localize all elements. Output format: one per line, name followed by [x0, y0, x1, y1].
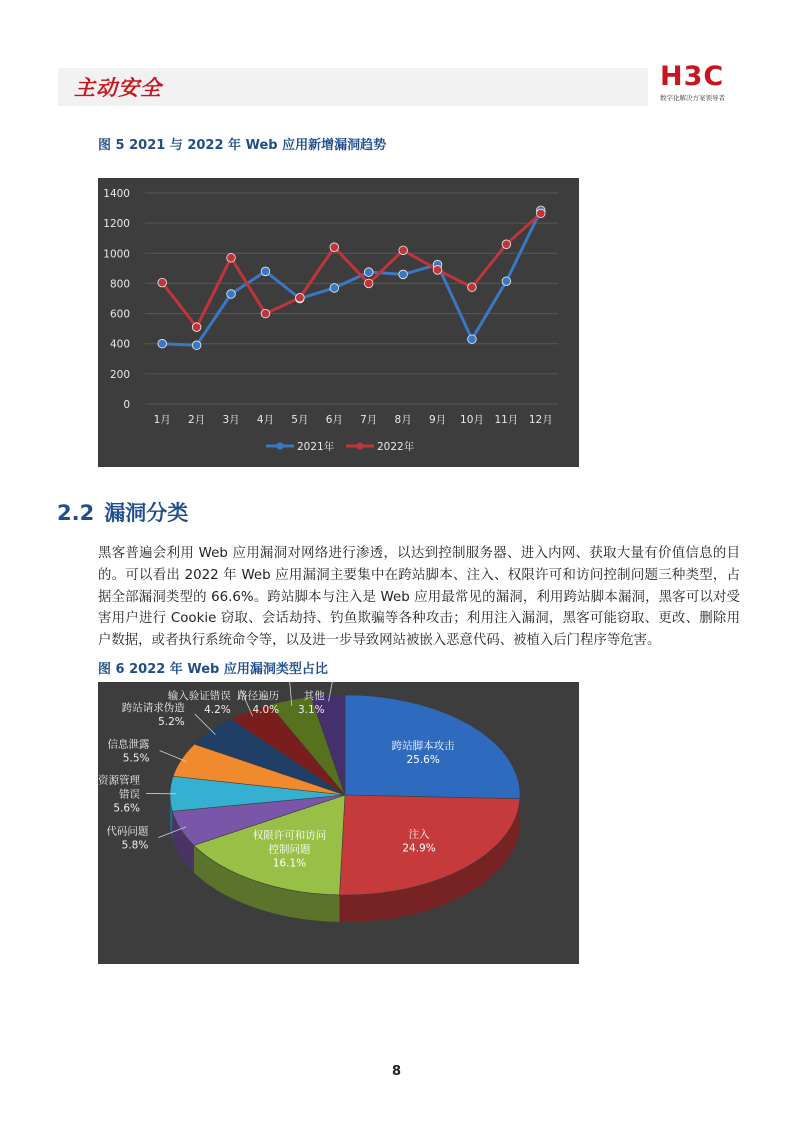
- brand-name: H3C: [660, 61, 725, 92]
- header-logo-text: 主动安全: [74, 75, 162, 100]
- x-tick-label: 11月: [494, 414, 519, 426]
- data-point: [158, 278, 167, 287]
- slice-name-label: 权限许可和访问: [252, 829, 327, 842]
- data-point: [330, 284, 339, 293]
- slice-value-label: 4.0%: [252, 704, 280, 716]
- leader-line: [195, 714, 216, 735]
- slice-name-label: 输入验证错误: [167, 690, 231, 702]
- slice-name-label: 路径遍历: [237, 690, 280, 702]
- y-tick-label: 400: [109, 338, 130, 351]
- data-point: [158, 339, 167, 348]
- slice-name-label: 跨站请求伪造: [121, 702, 185, 715]
- pie-chart-panel: [98, 682, 579, 964]
- brand-tagline: 数字化解决方案领导者: [660, 94, 725, 102]
- brand-logo: [660, 62, 740, 102]
- data-point: [227, 254, 236, 263]
- x-tick-label: 5月: [291, 414, 309, 426]
- slice-value-label: 5.6%: [113, 802, 140, 815]
- slice-name-label: 代码问题: [106, 825, 149, 838]
- data-point: [192, 323, 201, 332]
- page-number: 8: [391, 1064, 402, 1079]
- slice-value-label: 4.2%: [204, 704, 231, 716]
- data-point: [502, 277, 511, 286]
- x-tick-label: 10月: [460, 414, 484, 426]
- line-chart: [98, 178, 579, 467]
- legend-marker: [276, 442, 283, 449]
- data-point: [261, 309, 270, 318]
- slice-value-label: 24.9%: [402, 842, 436, 855]
- leader-line: [159, 750, 186, 761]
- section-number: 2.2: [57, 501, 95, 525]
- data-point: [433, 266, 442, 275]
- figure5-caption: 图 5 2021 与 2022 年 Web 应用新增漏洞趋势: [98, 138, 387, 153]
- y-tick-label: 1200: [103, 218, 130, 231]
- y-tick-label: 0: [123, 399, 130, 411]
- section-heading: [57, 497, 188, 527]
- data-point: [502, 240, 511, 249]
- x-tick-label: 2月: [188, 414, 206, 426]
- data-point: [364, 268, 373, 277]
- slice-name-label: 错误: [119, 788, 140, 801]
- slice-value-label: 5.2%: [158, 716, 185, 729]
- pie-chart: [98, 682, 579, 964]
- data-point: [192, 341, 201, 350]
- x-tick-label: 7月: [360, 414, 378, 426]
- data-point: [399, 246, 408, 255]
- y-tick-label: 1400: [103, 188, 130, 200]
- x-tick-label: 9月: [428, 414, 447, 426]
- data-point: [261, 267, 270, 276]
- data-point: [536, 209, 545, 218]
- y-tick-label: 600: [109, 308, 130, 321]
- slice-name-label: 资源管理: [98, 774, 140, 787]
- x-tick-label: 12月: [528, 414, 553, 426]
- x-tick-label: 1月: [153, 414, 171, 426]
- section-title: 漏洞分类: [104, 501, 189, 525]
- data-point: [468, 335, 477, 344]
- y-tick-label: 800: [109, 278, 130, 291]
- data-point: [364, 279, 373, 288]
- data-point: [227, 290, 236, 299]
- data-point: [468, 283, 477, 292]
- data-point: [296, 293, 305, 302]
- slice-value-label: 16.1%: [272, 857, 307, 870]
- slice-name-label: 注入: [408, 828, 430, 841]
- y-tick-label: 1000: [103, 248, 130, 261]
- slice-value-label: 5.5%: [122, 752, 150, 765]
- slice-value-label: 25.6%: [406, 753, 440, 766]
- x-tick-label: 6月: [325, 414, 343, 426]
- slice-name-label: 其他: [303, 690, 325, 702]
- legend-label: 2021年: [297, 441, 335, 453]
- series-line: [162, 210, 541, 345]
- data-point: [399, 270, 408, 279]
- slice-name-label: 信息泄露: [107, 738, 150, 751]
- x-tick-label: 8月: [394, 414, 412, 426]
- figure6-caption: 图 6 2022 年 Web 应用漏洞类型占比: [98, 662, 328, 677]
- slice-value-label: 5.8%: [121, 839, 149, 852]
- body-paragraph: 黑客普遍会利用 Web 应用漏洞对网络进行渗透，以达到控制服务器、进入内网、获取大量有价值信息的目的。可以看出 2022 年 Web 应用漏洞主要集中在跨站脚本、注入、权限许可和访问控制问题三种类型，占据全部漏洞类型的 66.6%。跨站脚本与注入是 Web 应用最常见的漏洞，利用跨站脚本漏洞，黑客可以对受害用户进行 Cookie 窃取、会话劫持、钓鱼欺骗等各种攻击；利用注入漏洞，黑客可能窃取、更改、删除用户数据，或者执行系统命令等，以及进一步导致网站被嵌入恶意代码、被植入后门程序等危害。: [98, 546, 740, 649]
- x-tick-label: 4月: [256, 414, 275, 426]
- slice-value-label: 3.1%: [297, 704, 325, 716]
- line-chart-panel: [98, 178, 579, 467]
- slice-name-label: 控制问题: [268, 843, 311, 856]
- y-tick-label: 200: [109, 368, 130, 381]
- data-point: [330, 243, 339, 252]
- legend-marker: [356, 442, 363, 449]
- slice-name-label: 跨站脚本攻击: [391, 739, 455, 752]
- x-tick-label: 3月: [222, 414, 240, 426]
- legend-label: 2022年: [377, 441, 415, 453]
